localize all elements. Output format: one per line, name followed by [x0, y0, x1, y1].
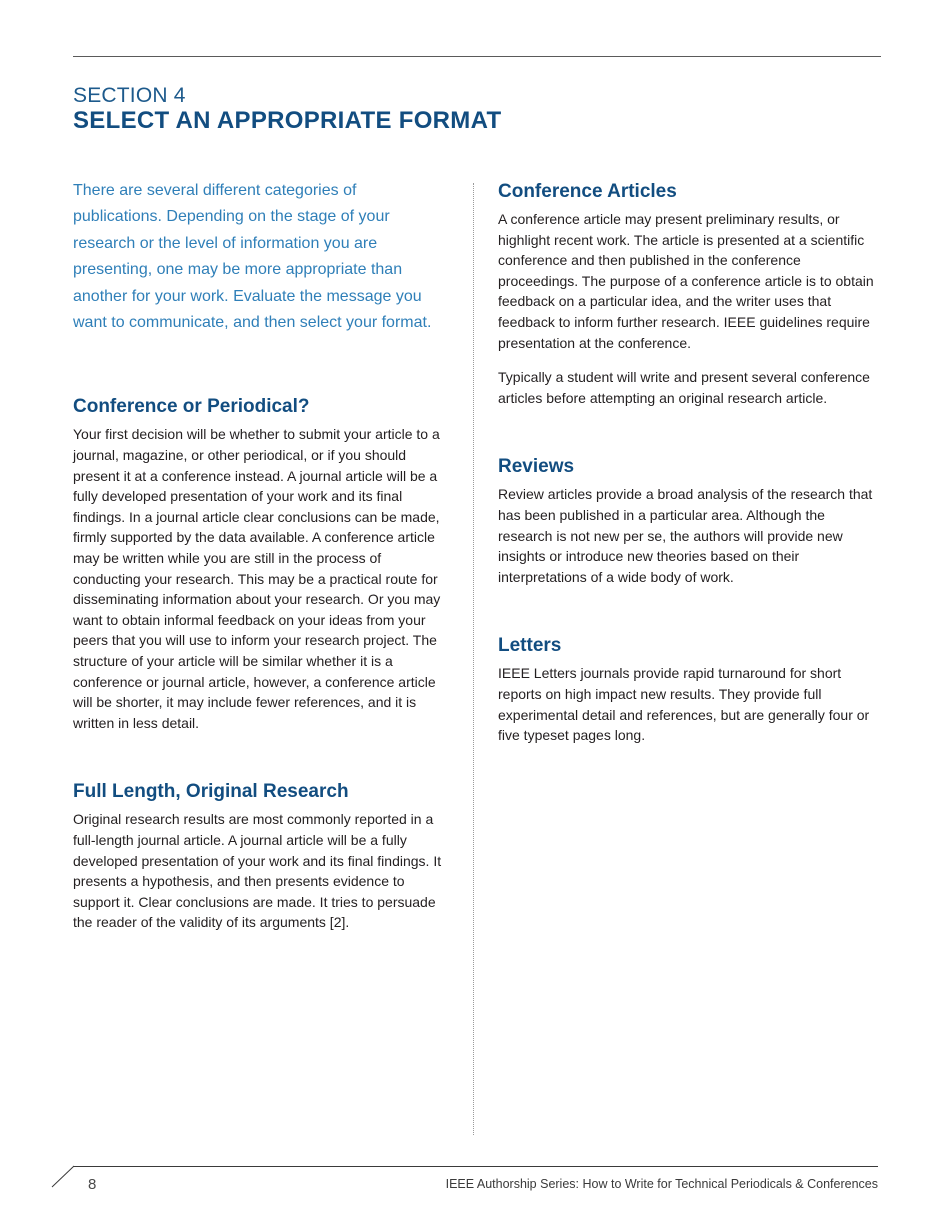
column-divider [473, 183, 474, 1135]
footer-rule [73, 1166, 878, 1167]
page-title: SELECT AN APPROPRIATE FORMAT [73, 107, 502, 134]
header-rule [73, 56, 881, 57]
paragraph-letters: IEEE Letters journals provide rapid turnaround for short reports on high impact new results. They provide full experimental detail and references, but are generally four or five typeset pages long. [498, 665, 870, 744]
page-number: 8 [88, 1176, 97, 1193]
right-column [498, 180, 883, 746]
heading-reviews: Reviews [498, 456, 575, 478]
left-column [73, 178, 448, 933]
paragraph-reviews: Review articles provide a broad analysis of the research that has been published in a particular area. Although the research is not new per se, the authors will provide new insights or introduce new theories based on their interpretations of a wide body of work. [498, 486, 873, 585]
footer-series-title: IEEE Authorship Series: How to Write for Technical Periodicals & Conferences [445, 1177, 878, 1191]
heading-letters: Letters [498, 635, 562, 657]
heading-full-length-original-research: Full Length, Original Research [73, 781, 349, 803]
paragraph-conference-articles-2: Typically a student will write and present several conference articles before attempting an original research article. [498, 369, 870, 406]
section-label: SECTION 4 [73, 84, 186, 107]
heading-conference-or-periodical: Conference or Periodical? [73, 396, 310, 418]
paragraph-full-length-original-research: Original research results are most commonly reported in a full-length journal article. A journal article will be a fully developed presentation of your work and its final findings. It presents a hypothesis, and then presents evidence to support it. Clear conclusions are made. It tries to persuade the reader of the validity of its arguments [2]. [73, 811, 442, 931]
paragraph-conference-articles-1: A conference article may present preliminary results, or highlight recent work. The article is presented at a scientific conference and then published in the conference proceedings. The purpose of a conference article is to obtain feedback on a particular idea, and the writer uses that feedback to inform further research. IEEE guidelines require presentation at the conference. [498, 211, 874, 351]
footer-slash-mark [50, 1165, 76, 1189]
paragraph-conference-or-periodical: Your first decision will be whether to submit your article to a journal, magazine, or other periodical, or if you should present it at a conference instead. A journal article will be a fully developed presentation of your work and its final findings. In a journal article clear conclusions can be made, firmly supported by the data available. A conference article may be written while you are still in the process of conducting your research. This may be a practical route for disseminating information about your research. Or you may want to obtain informal feedback on your ideas from your peers that you will use to inform your research project. The structure of your article will be similar whether it is a conference or journal article, however, a conference article will be shorter, it may include fewer references, and it is written in less detail. [73, 426, 441, 731]
intro-paragraph: There are several different categories of publications. Depending on the stage of your research or the level of information you are presenting, one may be more appropriate than another for your work. Evaluate the message you want to communicate, and then select your format. [73, 182, 432, 332]
heading-conference-articles: Conference Articles [498, 181, 677, 202]
